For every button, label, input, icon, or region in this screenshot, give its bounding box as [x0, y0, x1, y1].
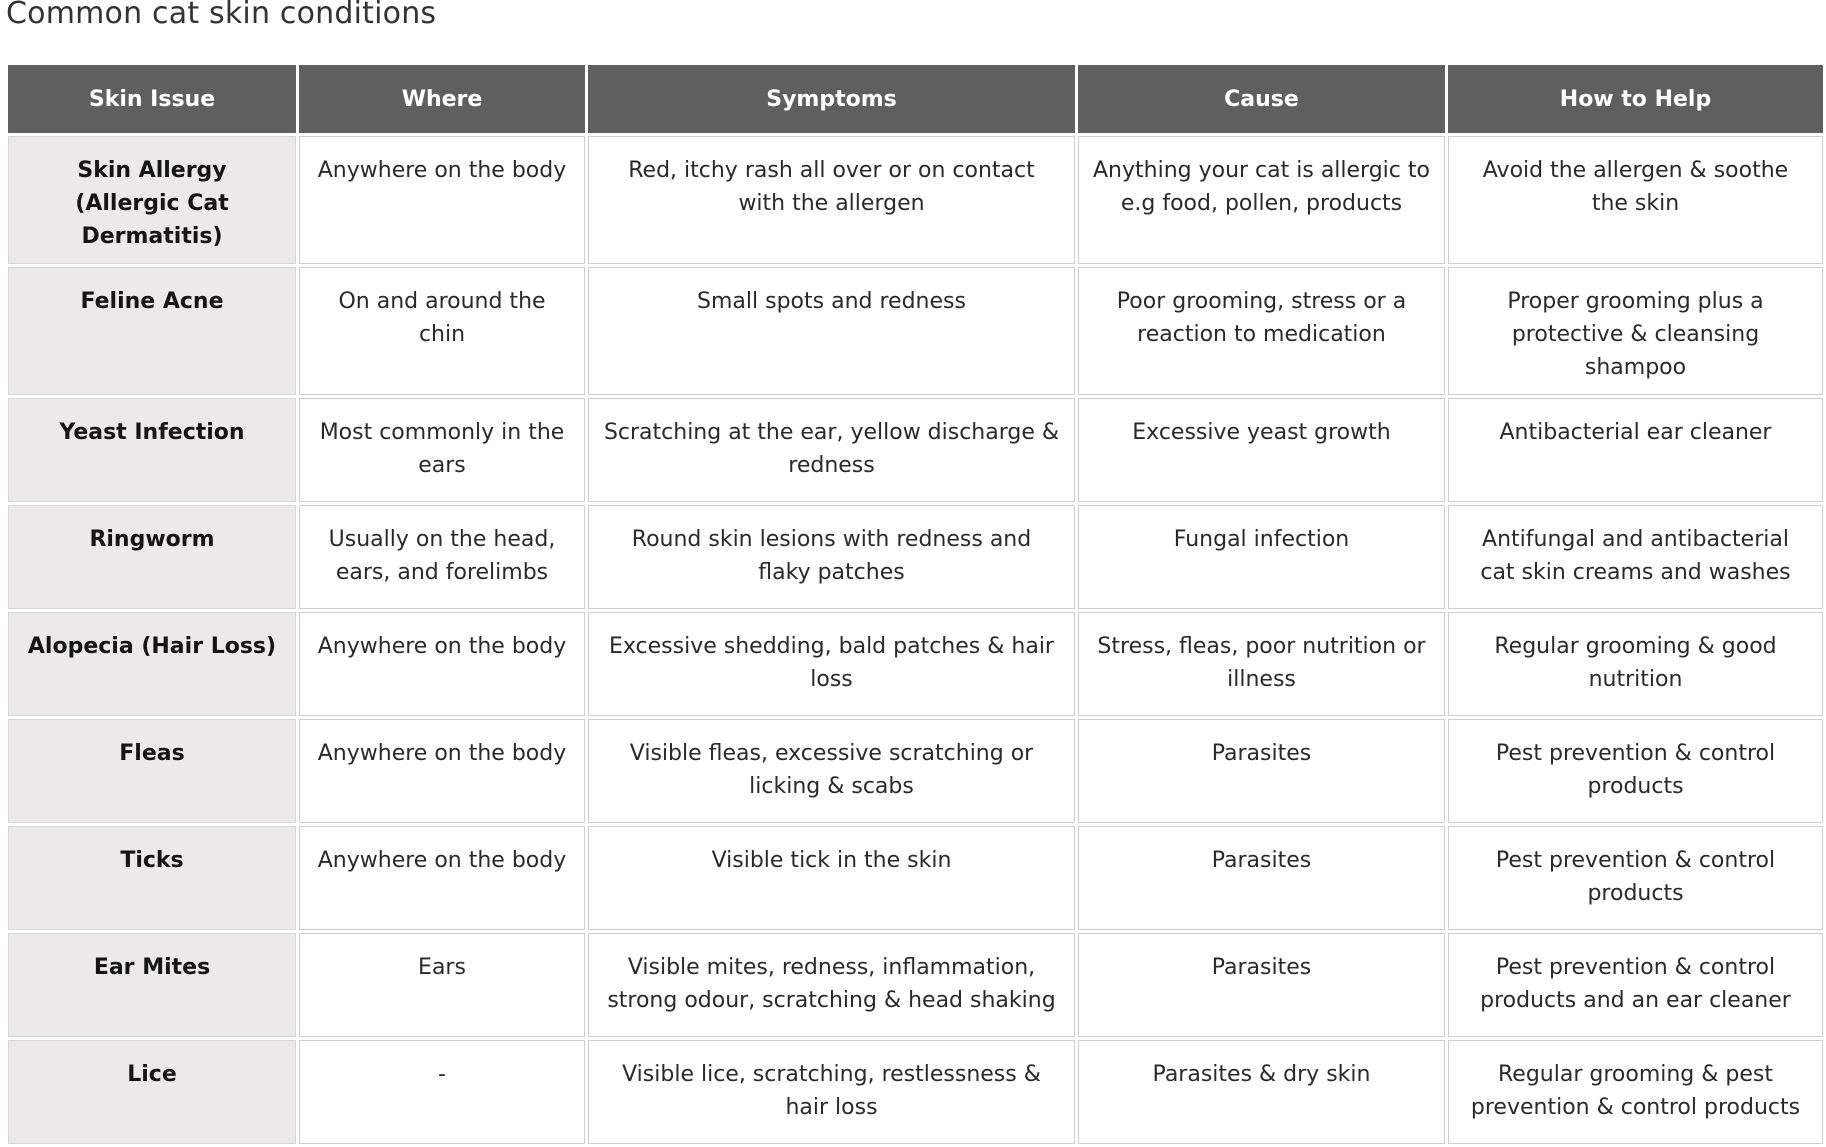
- cell-symptoms: Visible lice, scratching, restlessness & hair loss: [588, 1040, 1075, 1144]
- cell-skin-issue: Ringworm: [8, 505, 296, 609]
- cell-skin-issue: Alopecia (Hair Loss): [8, 612, 296, 716]
- cell-how-to-help: Avoid the allergen & soothe the skin: [1448, 136, 1823, 264]
- cell-where: Anywhere on the body: [299, 136, 585, 264]
- cell-skin-issue: Fleas: [8, 719, 296, 823]
- cell-how-to-help: Regular grooming & good nutrition: [1448, 612, 1823, 716]
- column-header-skin-issue: Skin Issue: [8, 65, 296, 133]
- cell-symptoms: Round skin lesions with redness and flaky patches: [588, 505, 1075, 609]
- table-row: [8, 267, 1823, 395]
- cell-how-to-help: Regular grooming & pest prevention & control products: [1448, 1040, 1823, 1144]
- table-row: [8, 1040, 1823, 1144]
- cell-cause: Excessive yeast growth: [1078, 398, 1445, 502]
- cell-where: Ears: [299, 933, 585, 1037]
- cell-symptoms: Visible fleas, excessive scratching or licking & scabs: [588, 719, 1075, 823]
- cell-cause: Anything your cat is allergic to e.g food, pollen, products: [1078, 136, 1445, 264]
- column-header-how-to-help: How to Help: [1448, 65, 1823, 133]
- cell-cause: Fungal infection: [1078, 505, 1445, 609]
- cell-symptoms: Small spots and redness: [588, 267, 1075, 395]
- cell-where: Usually on the head, ears, and forelimbs: [299, 505, 585, 609]
- cell-skin-issue: Ticks: [8, 826, 296, 930]
- page-title: Common cat skin conditions: [6, 0, 437, 31]
- cell-how-to-help: Pest prevention & control products and an ear cleaner: [1448, 933, 1823, 1037]
- table-row: [8, 398, 1823, 502]
- table-row: [8, 612, 1823, 716]
- cell-symptoms: Red, itchy rash all over or on contact with the allergen: [588, 136, 1075, 264]
- cell-where: Anywhere on the body: [299, 719, 585, 823]
- cell-symptoms: Visible tick in the skin: [588, 826, 1075, 930]
- cell-how-to-help: Antifungal and antibacterial cat skin creams and washes: [1448, 505, 1823, 609]
- column-header-cause: Cause: [1078, 65, 1445, 133]
- cell-how-to-help: Proper grooming plus a protective & cleansing shampoo: [1448, 267, 1823, 395]
- cell-cause: Parasites: [1078, 719, 1445, 823]
- table-row: [8, 505, 1823, 609]
- table-row: [8, 719, 1823, 823]
- cell-symptoms: Excessive shedding, bald patches & hair loss: [588, 612, 1075, 716]
- cell-where: Anywhere on the body: [299, 826, 585, 930]
- cell-where: Most commonly in the ears: [299, 398, 585, 502]
- header-row: [8, 65, 1823, 133]
- cell-how-to-help: Pest prevention & control products: [1448, 719, 1823, 823]
- cell-skin-issue: Skin Allergy (Allergic Cat Dermatitis): [8, 136, 296, 264]
- cell-skin-issue: Yeast Infection: [8, 398, 296, 502]
- cell-skin-issue: Lice: [8, 1040, 296, 1144]
- table-row: [8, 933, 1823, 1037]
- table-body: [8, 136, 1823, 1144]
- cell-where: On and around the chin: [299, 267, 585, 395]
- column-header-symptoms: Symptoms: [588, 65, 1075, 133]
- cell-cause: Parasites: [1078, 826, 1445, 930]
- skin-conditions-table: [5, 62, 1826, 1147]
- cell-how-to-help: Pest prevention & control products: [1448, 826, 1823, 930]
- cell-symptoms: Scratching at the ear, yellow discharge & redness: [588, 398, 1075, 502]
- cell-cause: Poor grooming, stress or a reaction to medication: [1078, 267, 1445, 395]
- cell-symptoms: Visible mites, redness, inflammation, strong odour, scratching & head shaking: [588, 933, 1075, 1037]
- cell-cause: Stress, fleas, poor nutrition or illness: [1078, 612, 1445, 716]
- cell-skin-issue: Ear Mites: [8, 933, 296, 1037]
- cell-skin-issue: Feline Acne: [8, 267, 296, 395]
- cell-where: Anywhere on the body: [299, 612, 585, 716]
- table-header: [8, 65, 1823, 133]
- column-header-where: Where: [299, 65, 585, 133]
- cell-cause: Parasites & dry skin: [1078, 1040, 1445, 1144]
- table-row: [8, 136, 1823, 264]
- cell-where: -: [299, 1040, 585, 1144]
- cell-cause: Parasites: [1078, 933, 1445, 1037]
- cell-how-to-help: Antibacterial ear cleaner: [1448, 398, 1823, 502]
- table-row: [8, 826, 1823, 930]
